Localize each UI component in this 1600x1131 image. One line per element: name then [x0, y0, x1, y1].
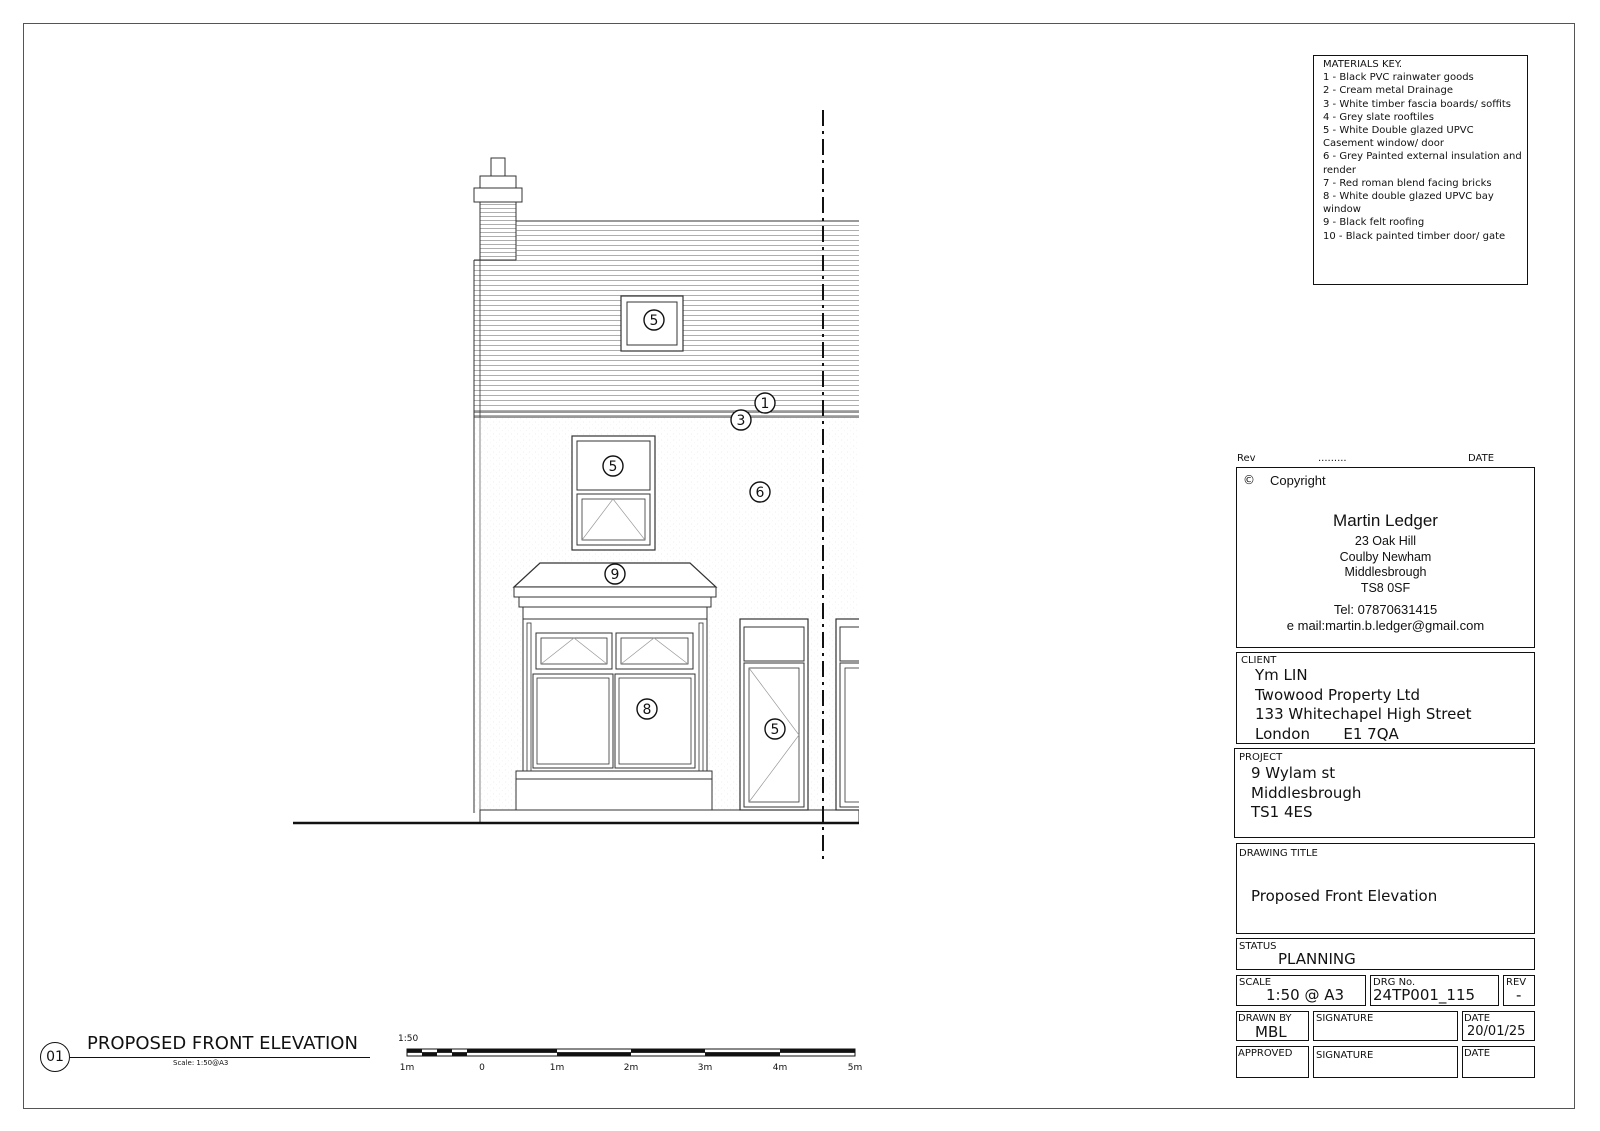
approved-box	[1236, 1046, 1309, 1078]
client-details	[1255, 666, 1471, 744]
marker-5	[644, 310, 664, 330]
bay-window	[516, 619, 712, 810]
materials-key-item: 1 - Black PVC rainwater goods	[1323, 72, 1474, 84]
marker-label: 1	[760, 396, 770, 412]
rev-dots: .........	[1318, 453, 1347, 464]
drawn-by-label: DRAWN BY	[1238, 1013, 1292, 1024]
rev-box-label: REV	[1506, 977, 1527, 988]
scale-bar-label: 4m	[772, 1063, 788, 1073]
project-box	[1234, 748, 1535, 838]
rev-label: Rev	[1237, 453, 1256, 464]
signature-box	[1313, 1011, 1458, 1041]
marker-6	[750, 482, 770, 502]
address-line: 23 Oak Hill	[1354, 534, 1417, 548]
scale-bar-label: 1m	[549, 1063, 565, 1073]
marker-label: 8	[642, 702, 652, 718]
project-line: TS1 4ES	[1251, 803, 1313, 821]
client-box	[1236, 652, 1535, 744]
client-line: Ym LIN	[1255, 666, 1308, 684]
status-box	[1236, 938, 1535, 970]
date2-label: DATE	[1464, 1048, 1491, 1059]
scale-value: 1:50 @ A3	[1266, 986, 1345, 1004]
marker-8	[637, 699, 657, 719]
view-title-underline	[70, 1057, 370, 1058]
materials-key-item: 5 - White Double glazed UPVC Casement window/ door	[1323, 125, 1474, 150]
scale-bar-ratio: 1:50	[398, 1034, 419, 1044]
client-line: Twowood Property Ltd	[1255, 685, 1421, 704]
date-box	[1462, 1011, 1535, 1041]
project-line: Middlesbrough	[1251, 783, 1362, 802]
date2-box	[1462, 1046, 1535, 1078]
materials-key-item: 6 - Grey Painted external insulation and render	[1323, 151, 1522, 176]
drg-no-box	[1370, 975, 1499, 1006]
client-line: 133 Whitechapel High Street	[1255, 705, 1472, 723]
materials-key-item: 7 - Red roman blend facing bricks	[1323, 177, 1492, 189]
marker-5	[603, 456, 623, 476]
materials-key-item: 9 - Black felt roofing	[1323, 217, 1425, 229]
drawing-title-box	[1236, 843, 1535, 934]
marker-label: 6	[755, 485, 765, 501]
signature2-box	[1313, 1046, 1458, 1078]
designer-email: e mail:martin.b.ledger@gmail.com	[1286, 618, 1485, 633]
drg-no-label: DRG No.	[1373, 977, 1416, 988]
address-line: Coulby Newham	[1339, 549, 1432, 564]
rev-date-label: DATE	[1468, 453, 1495, 464]
date-value: 20/01/25	[1467, 1024, 1526, 1039]
view-scale-note: Scale: 1:50@A3	[173, 1059, 229, 1067]
materials-key	[1313, 55, 1528, 285]
scale-bar-label: 1m	[399, 1063, 415, 1073]
view-number: 01	[46, 1049, 64, 1065]
rev-box-value: -	[1516, 986, 1522, 1004]
marker-9	[605, 564, 625, 584]
drawn-by-box	[1236, 1011, 1309, 1041]
scale-label: SCALE	[1239, 977, 1272, 988]
marker-label: 3	[736, 413, 746, 429]
materials-key-list	[1323, 71, 1527, 243]
status-value: PLANNING	[1278, 950, 1356, 968]
drawn-by-value: MBL	[1255, 1023, 1287, 1041]
marker-label: 5	[649, 313, 659, 329]
marker-1	[755, 393, 775, 413]
signature2-label: SIGNATURE	[1316, 1050, 1374, 1061]
address-line: TS8 0SF	[1360, 580, 1411, 595]
address-line: Middlesbrough	[1344, 565, 1427, 579]
marker-3	[731, 410, 751, 430]
client-line: London E1 7QA	[1255, 724, 1399, 743]
signature-label: SIGNATURE	[1316, 1013, 1374, 1024]
scale-box	[1236, 975, 1366, 1006]
designer-address	[1237, 534, 1534, 596]
view-title: PROPOSED FRONT ELEVATION	[87, 1033, 358, 1054]
date-label: DATE	[1464, 1013, 1491, 1024]
materials-key-item: 4 - Grey slate rooftiles	[1323, 111, 1434, 123]
designer-box	[1236, 467, 1535, 648]
scale-bar-label: 0	[479, 1063, 485, 1073]
drawing-title-label: DRAWING TITLE	[1239, 848, 1318, 859]
project-label: PROJECT	[1239, 752, 1283, 763]
materials-key-item: 10 - Black painted timber door/ gate	[1323, 230, 1506, 242]
materials-key-title: MATERIALS KEY.	[1323, 59, 1403, 70]
copyright-label: Copyright	[1270, 473, 1326, 488]
copyright-symbol: ©	[1243, 473, 1255, 487]
scale-bar-label: 2m	[623, 1063, 639, 1073]
materials-key-item: 3 - White timber fascia boards/ soffits	[1323, 98, 1512, 110]
drg-no-value: 24TP001_115	[1373, 986, 1476, 1004]
designer-name: Martin Ledger	[1333, 511, 1438, 530]
marker-label: 5	[770, 722, 780, 738]
front-door	[740, 619, 808, 810]
approved-label: APPROVED	[1238, 1048, 1293, 1059]
scale-bar	[398, 1034, 862, 1073]
marker-5	[765, 719, 785, 739]
status-label: STATUS	[1239, 941, 1277, 952]
chimney	[474, 158, 522, 260]
client-label: CLIENT	[1241, 655, 1277, 666]
neighbour-door	[836, 600, 900, 830]
scale-bar-label: 5m	[847, 1063, 863, 1073]
view-number-circle	[40, 1042, 70, 1072]
materials-key-item: 8 - White double glazed UPVC bay window	[1323, 191, 1494, 216]
project-details	[1251, 764, 1361, 823]
marker-label: 9	[610, 567, 620, 583]
rev-box	[1503, 975, 1535, 1006]
drawing-title-value: Proposed Front Elevation	[1251, 887, 1438, 905]
project-line: 9 Wylam st	[1251, 764, 1336, 782]
marker-label: 5	[608, 459, 618, 475]
designer-tel: Tel: 07870631415	[1333, 602, 1438, 617]
scale-bar-label: 3m	[697, 1063, 713, 1073]
first-floor-window	[572, 436, 655, 550]
materials-key-item: 2 - Cream metal Drainage	[1323, 85, 1453, 97]
